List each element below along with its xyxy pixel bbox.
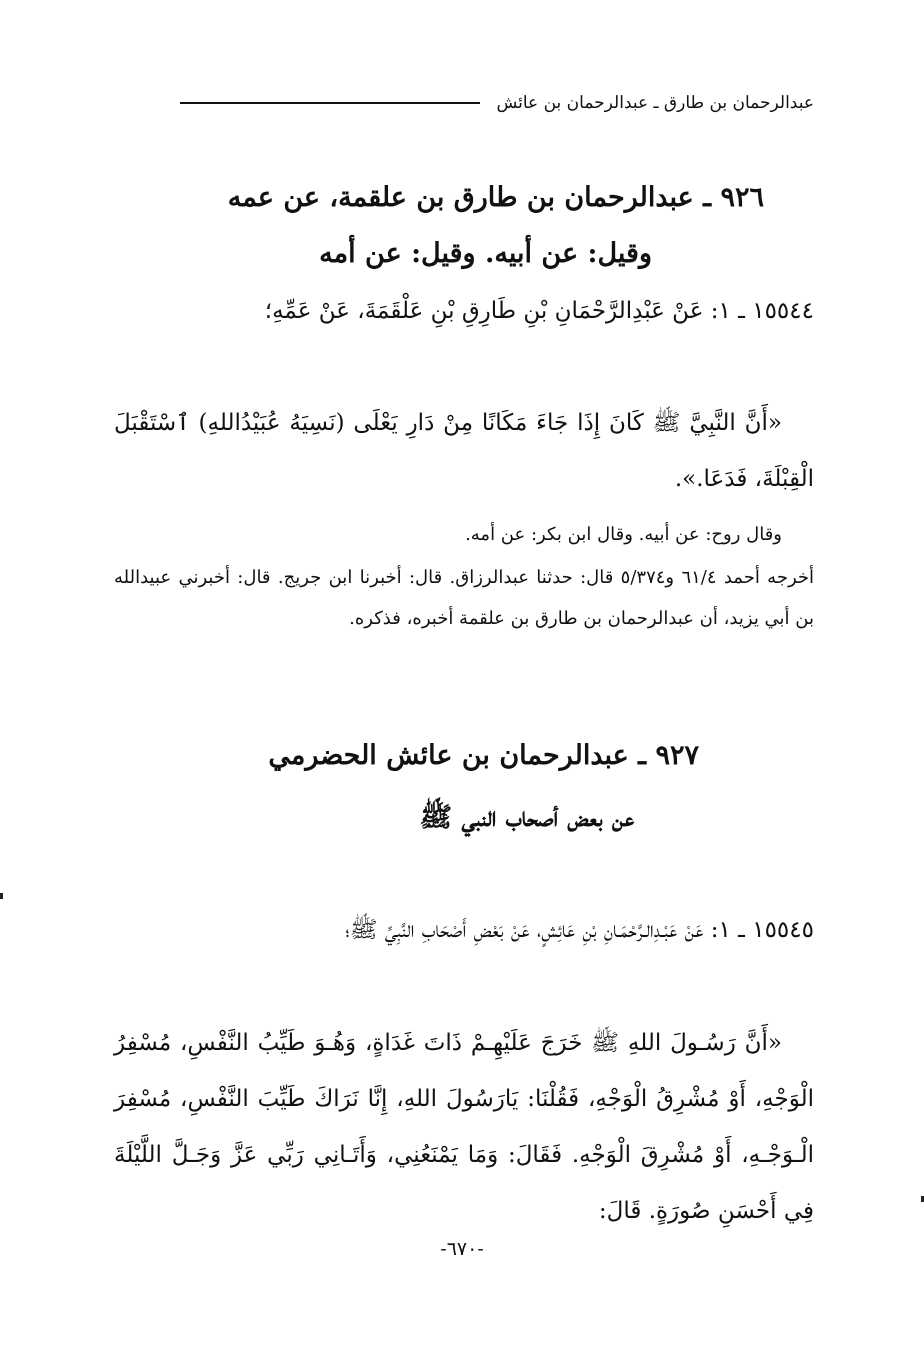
hadith-15545-isnad-text: عَنْ عَبْـدِالـرَّحْمَـانِ بْنِ عَائِشٍ، عَنْ بَعْضِ أَصْحَابِ النَّبِيِّ ﷺ؛: [345, 917, 704, 943]
page-number: [0, 1238, 924, 1260]
hadith-15544-isnad: [114, 284, 814, 338]
hadith-15544-isnad-text: عَنْ عَبْدِالرَّحْمَانِ بْنِ طَارِقِ بْنِ عَلْقَمَةَ، عَنْ عَمِّهِ؛: [264, 298, 704, 324]
hadith-number-15544: ١٥٥٤٤ ـ ١:: [710, 298, 814, 324]
page-number-text: -٦٧٠-: [440, 1238, 484, 1260]
running-head-text: عبدالرحمان بن طارق ـ عبدالرحمان بن عائش: [496, 93, 814, 113]
running-head: [114, 88, 814, 118]
hadith-15544-note-rawh: وقال روح: عن أبيه. وقال ابن بكر: عن أمه.: [465, 524, 782, 545]
section-926-heading-line1: ٩٢٦ ـ عبدالرحمان بن طارق بن علقمة، عن عمه: [227, 182, 764, 213]
scan-margin-mark: [0, 893, 3, 899]
hadith-15544-matn: «أَنَّ النَّبِيَّ ﷺ كَانَ إِذَا جَاءَ مَكَانًا مِنْ دَارِ يَعْلَى (نَسِيَهُ عُبَيْدُاللهِ) ٱسْتَقْبَلَ الْقِبْلَةَ، فَدَعَا.».: [114, 410, 814, 492]
hadith-15545-matn: «أَنَّ رَسُـولَ اللهِ ﷺ خَرَجَ عَلَيْهِـمْ ذَاتَ غَدَاةٍ، وَهُـوَ طَيِّبُ النَّفْسِ، مُسْفِرُ الْوَجْهِ، أَوْ مُشْرِقُ الْوَجْهِ، فَقُلْنَا: يَارَسُولَ اللهِ، إِنَّا نَرَاكَ طَيِّبَ النَّفْسِ، مُسْفِرَ الْـوَجْـهِ، أَوْ مُشْرِقَ الْوَجْهِ. فَقَالَ: وَمَا يَمْنَعُنِي، وَأَتَـانِي رَبِّي عَزَّ وَجَـلَّ اللَّيْلَةَ فِي أَحْسَنِ صُورَةٍ. قَالَ:: [114, 1030, 814, 1224]
section-926-heading-line2: وقيل: عن أبيه. وقيل: عن أمه: [319, 238, 652, 269]
section-927-heading-line2: عن بعض أصحاب النبي ﷺ: [419, 802, 634, 833]
hadith-number-15545: ١٥٥٤٥ ـ ١:: [710, 917, 814, 943]
section-927-heading-line1: ٩٢٧ ـ عبدالرحمان بن عائش الحضرمي: [268, 740, 699, 771]
running-head-rule: [180, 102, 480, 104]
hadith-15544-takhrij: أخرجه أحمد ٦١/٤ و٥/٣٧٤ قال: حدثنا عبدالرزاق. قال: أخبرنا ابن جريج. قال: أخبرني عبيدالله بن أبي يزيد، أن عبدالرحمان بن طارق بن علقمة أخبره، فذكره.: [114, 567, 815, 629]
hadith-15545-isnad: [114, 903, 814, 957]
